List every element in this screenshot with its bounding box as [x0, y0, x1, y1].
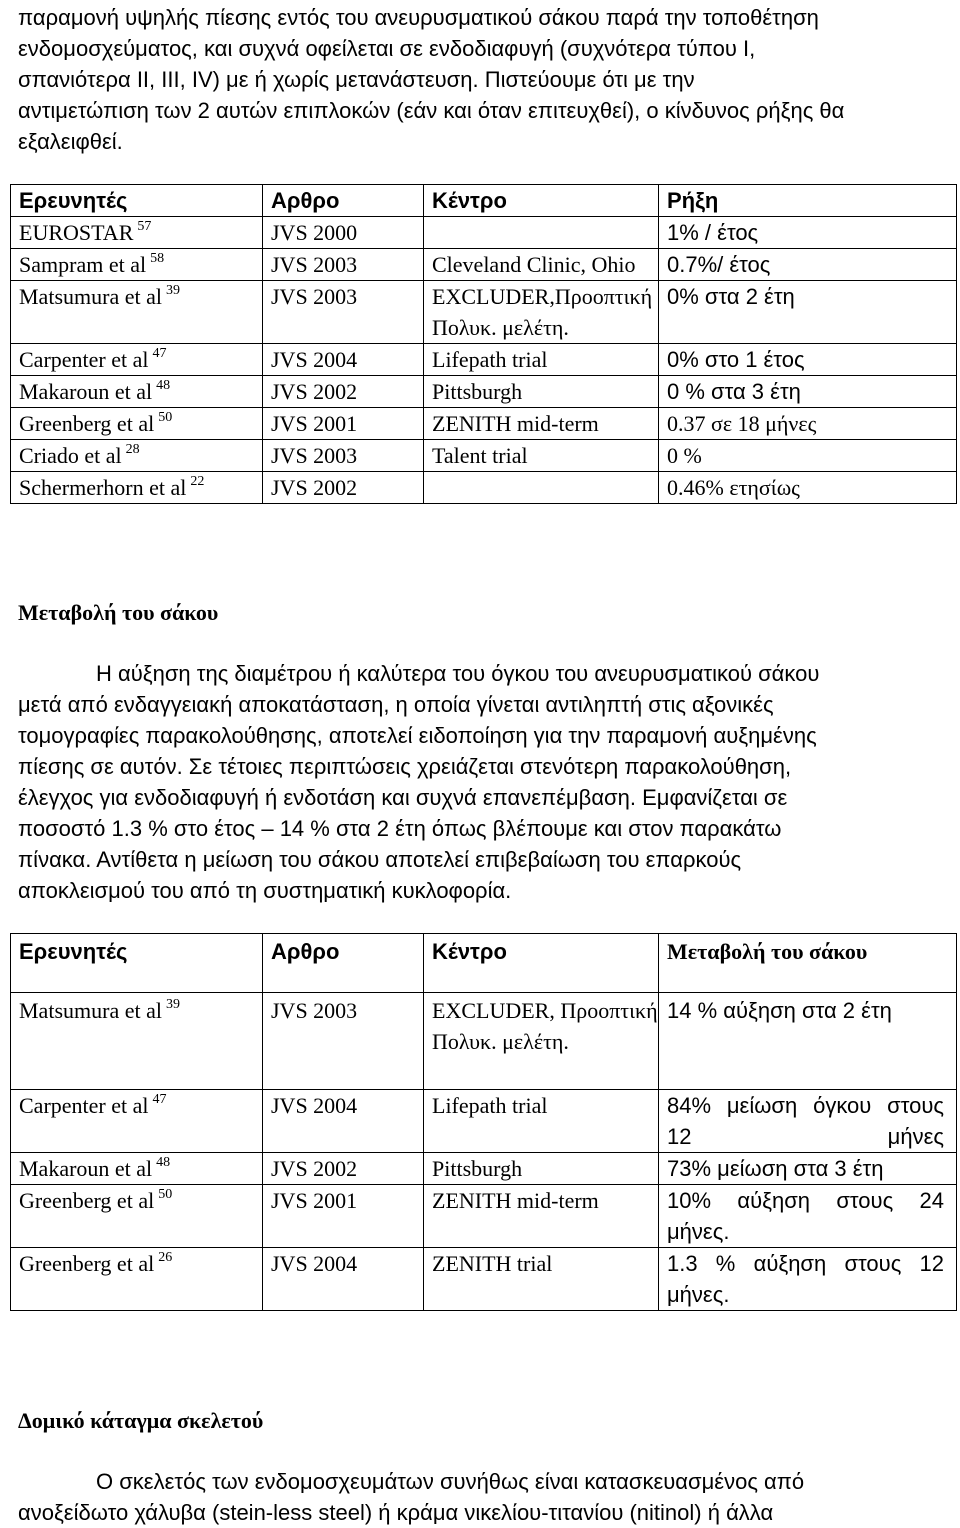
- result-cell: 0 % στα 3 έτη: [659, 376, 957, 408]
- text-line: σπανιότερα ΙΙ, ΙΙΙ, ΙV) με ή χωρίς μετανάστευση. Πιστεύουμε ότι με την: [18, 67, 695, 92]
- text-line: πίεσης σε αυτόν. Σε τέτοιες περιπτώσεις χρειάζεται στενότερη παρακολούθηση,: [18, 754, 792, 779]
- sac-change-table: [10, 933, 957, 1311]
- center-cell: EXCLUDER,Προοπτική Πολυκ. μελέτη.: [424, 281, 659, 344]
- result-cell: 73% μείωση στα 3 έτη: [659, 1153, 957, 1185]
- result-cell: 0.37 σε 18 μήνες: [659, 408, 957, 440]
- table-row: [11, 1248, 957, 1311]
- header-sac-change: Μεταβολή του σάκου: [659, 934, 957, 993]
- researcher-cell: Matsumura et al $^{39}$: [11, 993, 263, 1090]
- center-cell: ZENITH mid-term: [424, 408, 659, 440]
- text-line: έλεγχος για ενδοδιαφυγή ή ενδοτάση και συχνά επανεπέμβαση. Εμφανίζεται σε: [18, 785, 788, 810]
- text-line: πίνακα. Αντίθετα η μείωση του σάκου αποτελεί επιβεβαίωση του επαρκούς: [18, 847, 742, 872]
- table-row: [11, 376, 957, 408]
- header-center: Κέντρο: [424, 934, 659, 993]
- article-cell: JVS 2002: [263, 472, 424, 504]
- center-cell: [424, 472, 659, 504]
- text-line: παραμονή υψηλής πίεσης εντός του ανευρυσματικού σάκου παρά την τοποθέτηση: [18, 5, 819, 30]
- article-cell: JVS 2003: [263, 993, 424, 1090]
- header-researchers: Ερευνητές: [11, 934, 263, 993]
- text-line: ενδομοσχεύματος, και συχνά οφείλεται σε ενδοδιαφυγή (συχνότερα τύπου Ι,: [18, 36, 756, 61]
- researcher-cell: Carpenter et al $^{47}$: [11, 1090, 263, 1153]
- result-cell: 84% μείωση όγκου στους 12 μήνες: [659, 1090, 957, 1153]
- article-cell: JVS 2000: [263, 217, 424, 249]
- table-row: [11, 281, 957, 344]
- table-row: [11, 1153, 957, 1185]
- center-cell: ZENITH trial: [424, 1248, 659, 1311]
- header-article: Αρθρο: [263, 934, 424, 993]
- header-center: Κέντρο: [424, 185, 659, 217]
- researcher-cell: Schermerhorn et al $^{22}$: [11, 472, 263, 504]
- center-cell: Talent trial: [424, 440, 659, 472]
- article-cell: JVS 2003: [263, 440, 424, 472]
- section-title-sac-change: Μεταβολή του σάκου: [18, 600, 219, 625]
- sac-change-paragraph: [18, 658, 942, 906]
- result-cell: 0.7%/ έτος: [659, 249, 957, 281]
- center-cell: Lifepath trial: [424, 344, 659, 376]
- text-line: αντιμετώπιση των 2 αυτών επιπλοκών (εάν και όταν επιτευχθεί), ο κίνδυνος ρήξης θα: [18, 98, 845, 123]
- text-line: Η αύξηση της διαμέτρου ή καλύτερα του όγκου του ανευρυσματικού σάκου: [96, 661, 820, 686]
- result-cell: 1% / έτος: [659, 217, 957, 249]
- researcher-cell: Greenberg et al $^{50}$: [11, 1185, 263, 1248]
- center-cell: [424, 217, 659, 249]
- table-row: [11, 440, 957, 472]
- researcher-cell: Greenberg et al $^{50}$: [11, 408, 263, 440]
- skeleton-paragraph: [18, 1466, 942, 1528]
- text-line: Ο σκελετός των ενδομοσχευμάτων συνήθως είναι κατασκευασμένος από: [96, 1469, 805, 1494]
- intro-paragraph: [18, 2, 942, 157]
- researcher-cell: Greenberg et al $^{26}$: [11, 1248, 263, 1311]
- researcher-cell: Makaroun et al $^{48}$: [11, 376, 263, 408]
- text-line: αποκλεισμού του από τη συστηματική κυκλοφορία.: [18, 878, 512, 903]
- article-cell: JVS 2002: [263, 1153, 424, 1185]
- researcher-cell: Sampram et al $^{58}$: [11, 249, 263, 281]
- result-cell: 1.3 % αύξηση στους 12 μήνες.: [659, 1248, 957, 1311]
- article-cell: JVS 2004: [263, 1248, 424, 1311]
- center-cell: Lifepath trial: [424, 1090, 659, 1153]
- text-line: ποσοστό 1.3 % στο έτος – 14 % στα 2 έτη όπως βλέπουμε και στον παρακάτω: [18, 816, 782, 841]
- table-row: [11, 344, 957, 376]
- header-researchers: Ερευνητές: [11, 185, 263, 217]
- researcher-cell: Carpenter et al $^{47}$: [11, 344, 263, 376]
- researcher-cell: Makaroun et al $^{48}$: [11, 1153, 263, 1185]
- table-header-row: [11, 934, 957, 993]
- result-cell: 0.46% ετησίως: [659, 472, 957, 504]
- result-cell: 0% στα 2 έτη: [659, 281, 957, 344]
- table-row: [11, 249, 957, 281]
- result-cell: 0% στο 1 έτος: [659, 344, 957, 376]
- table-row: [11, 217, 957, 249]
- center-cell: ZENITH mid-term: [424, 1185, 659, 1248]
- center-cell: EXCLUDER, Προοπτική Πολυκ. μελέτη.: [424, 993, 659, 1090]
- researcher-cell: Criado et al $^{28}$: [11, 440, 263, 472]
- center-cell: Pittsburgh: [424, 376, 659, 408]
- center-cell: Pittsburgh: [424, 1153, 659, 1185]
- article-cell: JVS 2001: [263, 408, 424, 440]
- header-article: Αρθρο: [263, 185, 424, 217]
- result-cell: 10% αύξηση στους 24 μήνες.: [659, 1185, 957, 1248]
- table-row: [11, 1090, 957, 1153]
- header-rupture: Ρήξη: [659, 185, 957, 217]
- article-cell: JVS 2004: [263, 344, 424, 376]
- article-cell: JVS 2003: [263, 249, 424, 281]
- result-cell: 0 %: [659, 440, 957, 472]
- article-cell: JVS 2001: [263, 1185, 424, 1248]
- article-cell: JVS 2004: [263, 1090, 424, 1153]
- result-cell: 14 % αύξηση στα 2 έτη: [659, 993, 957, 1090]
- center-cell: Cleveland Clinic, Ohio: [424, 249, 659, 281]
- researcher-cell: EUROSTAR $^{57}$: [11, 217, 263, 249]
- table-row: [11, 1185, 957, 1248]
- table-row: [11, 472, 957, 504]
- text-line: ανοξείδωτο χάλυβα (stein-less steel) ή κράμα νικελίου-τιτανίου (nitinol) ή άλλα: [18, 1500, 774, 1525]
- article-cell: JVS 2002: [263, 376, 424, 408]
- article-cell: JVS 2003: [263, 281, 424, 344]
- table-row: [11, 993, 957, 1090]
- researcher-cell: Matsumura et al $^{39}$: [11, 281, 263, 344]
- table-row: [11, 408, 957, 440]
- text-line: τομογραφίες παρακολούθησης, αποτελεί ειδοποίηση για την παραμονή αυξημένης: [18, 723, 817, 748]
- section-title-skeleton-fracture: Δομικό κάταγμα σκελετού: [18, 1408, 264, 1433]
- text-line: μετά από ενδαγγειακή αποκατάσταση, η οποία γίνεται αντιληπτή στις αξονικές: [18, 692, 774, 717]
- rupture-table: [10, 184, 957, 504]
- text-line: εξαλειφθεί.: [18, 129, 123, 154]
- table-header-row: [11, 185, 957, 217]
